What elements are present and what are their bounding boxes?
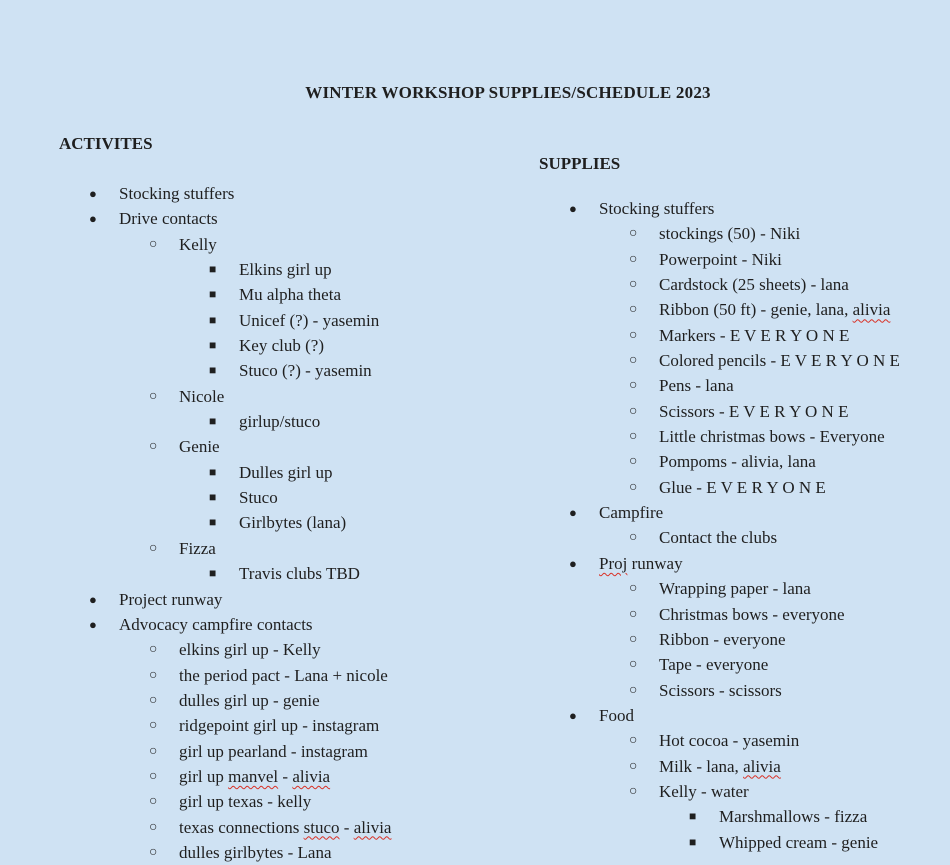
list-item-text: Scissors - E V E R Y O N E	[659, 401, 849, 421]
list-item-text: Contact the clubs	[659, 528, 778, 548]
list-item-text: Travis clubs TBD	[239, 564, 360, 584]
list-item-text: Marshmallows - fizza	[719, 807, 868, 827]
hollow-circle-bullet-icon: ○	[149, 236, 158, 252]
hollow-circle-bullet-icon: ○	[629, 226, 638, 242]
list-item-text: Scissors - scissors	[659, 680, 782, 700]
hollow-circle-bullet-icon: ○	[629, 429, 638, 445]
list-item-text: Whipped cream - genie	[719, 832, 879, 852]
spellcheck-word: alivia	[292, 766, 331, 786]
spellcheck-word: alivia	[353, 817, 392, 837]
hollow-circle-bullet-icon: ○	[149, 768, 158, 784]
filled-circle-bullet-icon: ●	[89, 591, 97, 607]
list-item-text: dulles girl up - genie	[179, 690, 320, 710]
hollow-circle-bullet-icon: ○	[629, 378, 638, 394]
list-item-text: Dulles girl up	[239, 462, 333, 482]
list-item-text: girl up pearland - instagram	[179, 741, 368, 761]
hollow-circle-bullet-icon: ○	[149, 388, 158, 404]
hollow-circle-bullet-icon: ○	[629, 277, 638, 293]
spellcheck-word: alivia	[743, 756, 781, 776]
list-item-text: girlup/stuco	[239, 412, 321, 432]
list-item-text: dulles girlbytes - Lana	[179, 842, 332, 862]
supplies-heading: SUPPLIES	[539, 154, 621, 173]
list-item-text: Wrapping paper - lana	[659, 579, 811, 599]
list-item-text: Powerpoint - Niki	[659, 249, 782, 269]
list-item-text: Project runway	[119, 589, 223, 609]
list-item-text: Stuco (?) - yasemin	[239, 361, 372, 381]
hollow-circle-bullet-icon: ○	[149, 692, 158, 708]
list-item-text: Stuco	[239, 488, 278, 508]
list-item-text: Stocking stuffers	[119, 184, 235, 203]
list-item-text: stockings (50) - Niki	[659, 224, 801, 244]
spellcheck-word: stuco	[303, 817, 340, 837]
list-item-text: Fizza	[179, 538, 216, 558]
list-item-text: Hot cocoa - yasemin	[659, 731, 800, 751]
hollow-circle-bullet-icon: ○	[629, 353, 638, 369]
list-item-text: Pompoms - alivia, lana	[659, 452, 816, 472]
hollow-circle-bullet-icon: ○	[629, 606, 638, 622]
document-title: WINTER WORKSHOP SUPPLIES/SCHEDULE 2023	[305, 83, 711, 102]
square-bullet-icon: ■	[209, 490, 217, 505]
square-bullet-icon: ■	[209, 287, 217, 302]
list-item-text: Girlbytes (lana)	[239, 513, 347, 533]
list-item-text: girl up manvel - alivia	[179, 766, 331, 786]
spellcheck-word: alivia	[852, 300, 891, 320]
filled-circle-bullet-icon: ●	[569, 707, 577, 723]
square-bullet-icon: ■	[209, 338, 217, 353]
list-item-text: Markers - E V E R Y O N E	[659, 325, 850, 345]
spellcheck-word: Proj	[599, 553, 628, 573]
filled-circle-bullet-icon: ●	[89, 616, 97, 632]
list-item-text: Ribbon (50 ft) - genie, lana, alivia	[659, 300, 891, 320]
hollow-circle-bullet-icon: ○	[149, 642, 158, 658]
hollow-circle-bullet-icon: ○	[149, 439, 158, 455]
hollow-circle-bullet-icon: ○	[629, 758, 638, 774]
square-bullet-icon: ■	[209, 464, 217, 479]
list-item-text: Food	[599, 705, 634, 725]
list-item-text: Proj runway	[599, 553, 683, 573]
square-bullet-icon: ■	[209, 515, 217, 530]
list-item-text: Stocking stuffers	[599, 199, 715, 218]
list-item-text: the period pact - Lana + nicole	[179, 665, 388, 685]
list-item-text: Elkins girl up	[239, 260, 332, 280]
list-item-text: Tape - everyone	[659, 655, 769, 675]
hollow-circle-bullet-icon: ○	[629, 733, 638, 749]
filled-circle-bullet-icon: ●	[569, 555, 577, 571]
hollow-circle-bullet-icon: ○	[629, 530, 638, 546]
list-item-text: Christmas bows - everyone	[659, 604, 845, 624]
square-bullet-icon: ■	[209, 312, 217, 327]
hollow-circle-bullet-icon: ○	[149, 540, 158, 556]
list-item-text: Milk - lana, alivia	[659, 756, 781, 776]
filled-circle-bullet-icon: ●	[569, 505, 577, 521]
hollow-circle-bullet-icon: ○	[629, 657, 638, 673]
spellcheck-word: manvel	[228, 766, 279, 786]
hollow-circle-bullet-icon: ○	[629, 251, 638, 267]
hollow-circle-bullet-icon: ○	[629, 783, 638, 799]
list-item-text: Pens - lana	[659, 376, 734, 396]
list-item-text: Advocacy campfire contacts	[119, 614, 313, 634]
hollow-circle-bullet-icon: ○	[149, 743, 158, 759]
hollow-circle-bullet-icon: ○	[629, 631, 638, 647]
list-item-text: Drive contacts	[119, 209, 218, 229]
square-bullet-icon: ■	[209, 363, 217, 378]
list-item-text: Key club (?)	[239, 336, 324, 356]
hollow-circle-bullet-icon: ○	[629, 454, 638, 470]
hollow-circle-bullet-icon: ○	[629, 682, 638, 698]
list-item-text: Unicef (?) - yasemin	[239, 310, 380, 330]
list-item-text: texas connections stuco - alivia	[179, 817, 392, 837]
hollow-circle-bullet-icon: ○	[629, 302, 638, 318]
filled-circle-bullet-icon: ●	[569, 201, 577, 216]
hollow-circle-bullet-icon: ○	[629, 479, 638, 495]
hollow-circle-bullet-icon: ○	[149, 794, 158, 810]
list-item-text: Nicole	[179, 386, 225, 406]
list-item-text: Kelly - water	[659, 781, 749, 801]
hollow-circle-bullet-icon: ○	[149, 844, 158, 860]
list-item-text: girl up texas - kelly	[179, 792, 312, 812]
activities-heading: ACTIVITES	[59, 134, 153, 153]
list-item-text: Mu alpha theta	[239, 285, 341, 305]
list-item-text: Kelly	[179, 234, 217, 254]
filled-circle-bullet-icon: ●	[89, 186, 97, 201]
square-bullet-icon: ■	[209, 414, 217, 429]
list-item-text: Genie	[179, 437, 220, 457]
list-item-text: Cardstock (25 sheets) - lana	[659, 275, 849, 295]
hollow-circle-bullet-icon: ○	[629, 403, 638, 419]
list-item-text: Campfire	[599, 503, 664, 523]
list-item-text: Little christmas bows - Everyone	[659, 427, 885, 447]
list-item-text: Ribbon - everyone	[659, 629, 786, 649]
filled-circle-bullet-icon: ●	[89, 211, 97, 227]
square-bullet-icon: ■	[689, 809, 697, 824]
square-bullet-icon: ■	[209, 566, 217, 581]
list-item-text: ridgepoint girl up - instagram	[179, 716, 380, 736]
hollow-circle-bullet-icon: ○	[149, 819, 158, 835]
list-item-text: Glue - E V E R Y O N E	[659, 477, 826, 497]
hollow-circle-bullet-icon: ○	[629, 581, 638, 597]
hollow-circle-bullet-icon: ○	[629, 327, 638, 343]
list-item-text: elkins girl up - Kelly	[179, 640, 321, 660]
hollow-circle-bullet-icon: ○	[149, 667, 158, 683]
hollow-circle-bullet-icon: ○	[149, 718, 158, 734]
square-bullet-icon: ■	[689, 834, 697, 849]
square-bullet-icon: ■	[209, 262, 217, 277]
list-item-text: Colored pencils - E V E R Y O N E	[659, 351, 900, 371]
